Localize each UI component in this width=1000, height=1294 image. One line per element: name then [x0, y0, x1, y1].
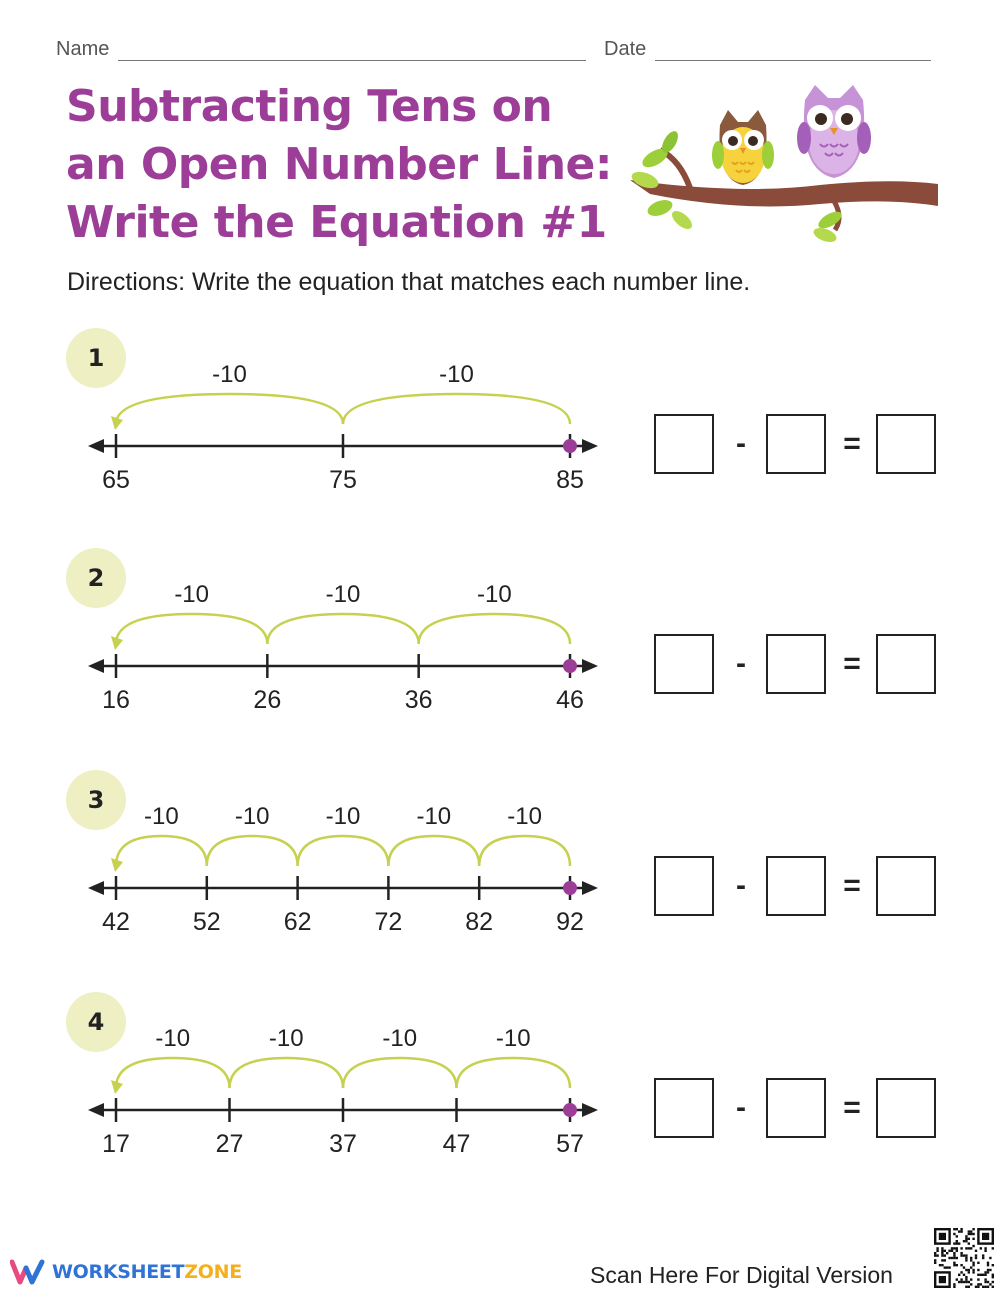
logo-w-icon [10, 1258, 46, 1286]
subtrahend-box[interactable] [766, 414, 826, 474]
tick-label: 36 [404, 686, 433, 714]
jump-label: -10 [268, 1025, 304, 1052]
title-line-3: Write the Equation #1 [66, 197, 607, 248]
equals-sign: = [843, 427, 861, 460]
jump-arc [116, 394, 343, 424]
tick-label: 27 [215, 1130, 244, 1158]
problem-1 [0, 328, 1000, 528]
left-arrowhead [88, 1103, 104, 1117]
tick-label: 46 [556, 686, 584, 714]
jump-arc [116, 1058, 230, 1088]
difference-box[interactable] [876, 414, 936, 474]
jump-arrowhead [111, 636, 123, 650]
logo-text-worksheet: WORKSHEET [52, 1261, 185, 1283]
problem-number-badge: 3 [66, 770, 126, 830]
minuend-box[interactable] [654, 414, 714, 474]
jump-arc [419, 614, 570, 644]
jump-arc [479, 836, 570, 866]
logo-text-zone: ZONE [184, 1261, 242, 1283]
title-line-1: Subtracting Tens on [66, 81, 553, 132]
minuend-box[interactable] [654, 1078, 714, 1138]
difference-box[interactable] [876, 856, 936, 916]
tick-label: 65 [102, 466, 130, 494]
equals-sign: = [843, 869, 861, 902]
difference-box[interactable] [876, 1078, 936, 1138]
minuend-box[interactable] [654, 856, 714, 916]
jump-label: -10 [325, 581, 361, 608]
difference-box[interactable] [876, 634, 936, 694]
qr-code-icon[interactable] [934, 1228, 994, 1288]
number-line [80, 328, 620, 508]
name-label: Name [56, 38, 110, 60]
tick-label: 16 [102, 686, 130, 714]
number-line [80, 770, 620, 950]
minuend-box[interactable] [654, 634, 714, 694]
equation-boxes [654, 634, 944, 698]
equation-boxes [654, 414, 944, 478]
jump-label: -10 [476, 581, 512, 608]
title-line-2: an Open Number Line: [66, 139, 612, 190]
jump-label: -10 [144, 803, 179, 830]
tick-label: 47 [442, 1130, 471, 1158]
tick-label: 37 [329, 1130, 357, 1158]
jump-arc [116, 836, 207, 866]
equation-boxes [654, 856, 944, 920]
tick-label: 85 [556, 466, 584, 494]
left-arrowhead [88, 659, 104, 673]
minus-sign: - [736, 647, 746, 680]
minus-sign: - [736, 427, 746, 460]
jump-label: -10 [507, 803, 542, 830]
jump-label: -10 [155, 1025, 191, 1052]
jump-arc [343, 394, 570, 424]
page-title [66, 78, 626, 252]
problem-3 [0, 770, 1000, 970]
directions-text: Directions: Write the equation that matches each number line. [67, 268, 751, 296]
minus-sign: - [736, 1091, 746, 1124]
problem-number-badge: 1 [66, 328, 126, 388]
jump-label: -10 [234, 803, 270, 830]
tick-label: 75 [329, 466, 357, 494]
right-arrowhead [582, 881, 598, 895]
tick-label: 62 [283, 908, 312, 936]
jump-label: -10 [416, 803, 452, 830]
left-arrowhead [88, 881, 104, 895]
scan-digital-version-text: Scan Here For Digital Version [590, 1262, 893, 1288]
right-arrowhead [582, 439, 598, 453]
jump-label: -10 [439, 361, 474, 388]
equation-boxes [654, 1078, 944, 1142]
start-point-dot [563, 439, 577, 453]
owls-on-branch-illustration [620, 80, 950, 250]
minus-sign: - [736, 869, 746, 902]
jump-label: -10 [174, 581, 210, 608]
tick-label: 17 [102, 1130, 130, 1158]
jump-arc [457, 1058, 571, 1088]
tick-label: 52 [192, 908, 221, 936]
jump-arrowhead [111, 1080, 123, 1094]
problem-number-badge: 2 [66, 548, 126, 608]
subtrahend-box[interactable] [766, 1078, 826, 1138]
jump-arrowhead [111, 858, 123, 872]
tick-label: 42 [102, 908, 130, 936]
date-label: Date [604, 38, 647, 60]
jump-arc [207, 836, 298, 866]
jump-label: -10 [382, 1025, 418, 1052]
jump-label: -10 [325, 803, 361, 830]
subtrahend-box[interactable] [766, 634, 826, 694]
jump-arc [230, 1058, 344, 1088]
equals-sign: = [843, 1091, 861, 1124]
tick-label: 92 [556, 908, 584, 936]
tick-label: 82 [465, 908, 494, 936]
tick-label: 57 [556, 1130, 584, 1158]
logo-text [52, 1261, 242, 1283]
problem-number-badge: 4 [66, 992, 126, 1052]
jump-label: -10 [212, 361, 247, 388]
problem-2 [0, 548, 1000, 748]
jump-arc [343, 1058, 457, 1088]
left-arrowhead [88, 439, 104, 453]
right-arrowhead [582, 1103, 598, 1117]
number-line [80, 548, 620, 728]
jump-arc [298, 836, 389, 866]
start-point-dot [563, 1103, 577, 1117]
name-line[interactable] [118, 60, 586, 61]
start-point-dot [563, 881, 577, 895]
jump-label: -10 [495, 1025, 531, 1052]
equals-sign: = [843, 647, 861, 680]
tick-label: 72 [374, 908, 403, 936]
jump-arc [116, 614, 267, 644]
worksheetzone-logo [10, 1258, 242, 1286]
jump-arc [267, 614, 418, 644]
subtrahend-box[interactable] [766, 856, 826, 916]
start-point-dot [563, 659, 577, 673]
date-line[interactable] [655, 60, 931, 61]
problem-4 [0, 992, 1000, 1192]
number-line [80, 992, 620, 1172]
jump-arrowhead [111, 416, 123, 430]
right-arrowhead [582, 659, 598, 673]
tick-label: 26 [253, 686, 282, 714]
jump-arc [388, 836, 479, 866]
